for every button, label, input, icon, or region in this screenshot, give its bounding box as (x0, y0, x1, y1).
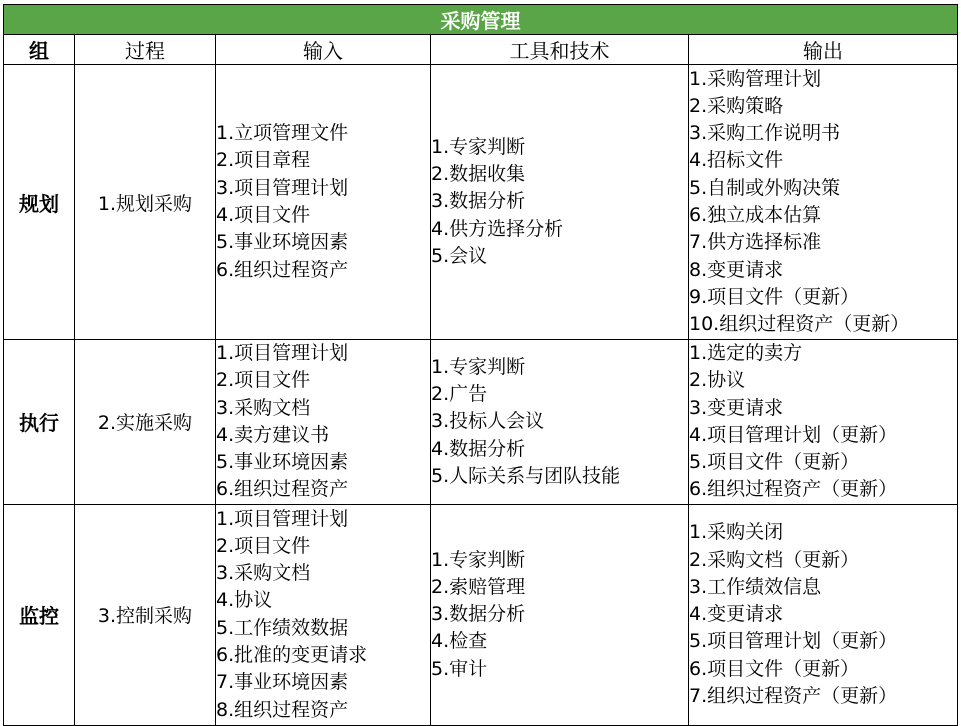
outputs-item: 7.供方选择标准 (689, 231, 822, 254)
tools-cell (431, 65, 689, 340)
outputs-item: 5.自制或外购决策 (689, 176, 841, 199)
process-cell: 1.规划采购 (75, 65, 216, 340)
tools-item: 5.人际关系与团队技能 (431, 464, 621, 487)
inputs-item: 8.组织过程资产 (216, 698, 349, 721)
tools-item: 1.专家判断 (431, 548, 526, 571)
header-process: 过程 (75, 35, 216, 65)
outputs-item: 4.招标文件 (689, 149, 784, 172)
inputs-item: 3.采购文档 (216, 396, 311, 419)
inputs-item: 2.项目文件 (216, 369, 311, 392)
outputs-item: 7.组织过程资产（更新） (689, 685, 898, 708)
table-row (4, 504, 958, 725)
tools-item: 1.专家判断 (431, 355, 526, 378)
inputs-item: 6.组织过程资产 (216, 258, 349, 281)
group-cell: 执行 (4, 340, 75, 505)
inputs-item: 4.项目文件 (216, 204, 311, 226)
header-tools: 工具和技术 (431, 35, 689, 65)
outputs-item: 2.协议 (689, 369, 746, 392)
outputs-item: 10.组织过程资产（更新） (689, 313, 910, 336)
outputs-item: 4.项目管理计划（更新） (689, 423, 898, 446)
tools-cell (431, 340, 689, 505)
tools-item: 2.广告 (431, 382, 488, 405)
outputs-item: 3.工作绩效信息 (689, 575, 822, 598)
outputs-item: 8.变更请求 (689, 258, 784, 281)
tools-cell (431, 504, 689, 725)
outputs-cell (689, 504, 958, 725)
inputs-item: 1.立项管理文件 (216, 122, 349, 145)
outputs-item: 1.采购管理计划 (689, 67, 822, 90)
header-inputs: 输入 (216, 35, 431, 65)
tools-item: 2.数据收集 (431, 163, 526, 186)
inputs-item: 3.项目管理计划 (216, 176, 349, 199)
table-title: 采购管理 (4, 5, 958, 35)
outputs-item: 3.采购工作说明书 (689, 122, 841, 145)
inputs-item: 5.事业环境因素 (216, 231, 349, 254)
tools-item: 5.会议 (431, 244, 488, 267)
tools-item: 5.审计 (431, 657, 488, 680)
inputs-cell (216, 504, 431, 725)
inputs-item: 2.项目章程 (216, 149, 311, 172)
outputs-item: 5.项目管理计划（更新） (689, 630, 898, 653)
group-cell: 规划 (4, 65, 75, 340)
inputs-item: 5.工作绩效数据 (216, 616, 349, 639)
outputs-item: 4.变更请求 (689, 603, 784, 626)
table-row (4, 65, 958, 340)
table-row (4, 340, 958, 505)
outputs-item: 2.采购策略 (689, 94, 784, 117)
outputs-item: 6.组织过程资产（更新） (689, 478, 898, 501)
tools-item: 1.专家判断 (431, 135, 526, 158)
inputs-item: 7.事业环境因素 (216, 671, 349, 694)
inputs-item: 2.项目文件 (216, 534, 311, 557)
outputs-item: 6.项目文件（更新） (689, 657, 860, 680)
outputs-item: 6.独立成本估算 (689, 204, 822, 226)
header-outputs: 输出 (689, 35, 958, 65)
outputs-item: 3.变更请求 (689, 396, 784, 419)
inputs-item: 5.事业环境因素 (216, 451, 349, 474)
outputs-item: 1.选定的卖方 (689, 342, 803, 364)
inputs-item: 4.卖方建议书 (216, 423, 330, 446)
inputs-item: 1.项目管理计划 (216, 507, 349, 530)
inputs-item: 6.组织过程资产 (216, 478, 349, 501)
tools-item: 4.供方选择分析 (431, 217, 564, 240)
header-group: 组 (4, 35, 75, 65)
inputs-cell (216, 65, 431, 340)
outputs-item: 1.采购关闭 (689, 521, 784, 544)
inputs-item: 6.批准的变更请求 (216, 644, 368, 667)
header-row (4, 35, 958, 65)
process-cell: 2.实施采购 (75, 340, 216, 505)
tools-item: 3.数据分析 (431, 190, 526, 213)
group-cell: 监控 (4, 504, 75, 725)
outputs-cell (689, 65, 958, 340)
inputs-item: 4.协议 (216, 589, 273, 612)
inputs-cell (216, 340, 431, 505)
process-cell: 3.控制采购 (75, 504, 216, 725)
outputs-item: 9.项目文件（更新） (689, 285, 860, 308)
tools-item: 2.索赔管理 (431, 575, 526, 598)
outputs-cell (689, 340, 958, 505)
tools-item: 3.数据分析 (431, 603, 526, 626)
tools-item: 3.投标人会议 (431, 410, 545, 433)
outputs-item: 2.采购文档（更新） (689, 548, 860, 571)
tools-item: 4.数据分析 (431, 437, 526, 460)
inputs-item: 3.采购文档 (216, 562, 311, 585)
inputs-item: 1.项目管理计划 (216, 342, 349, 364)
procurement-management-table (3, 4, 958, 726)
tools-item: 4.检查 (431, 630, 488, 653)
outputs-item: 5.项目文件（更新） (689, 451, 860, 474)
